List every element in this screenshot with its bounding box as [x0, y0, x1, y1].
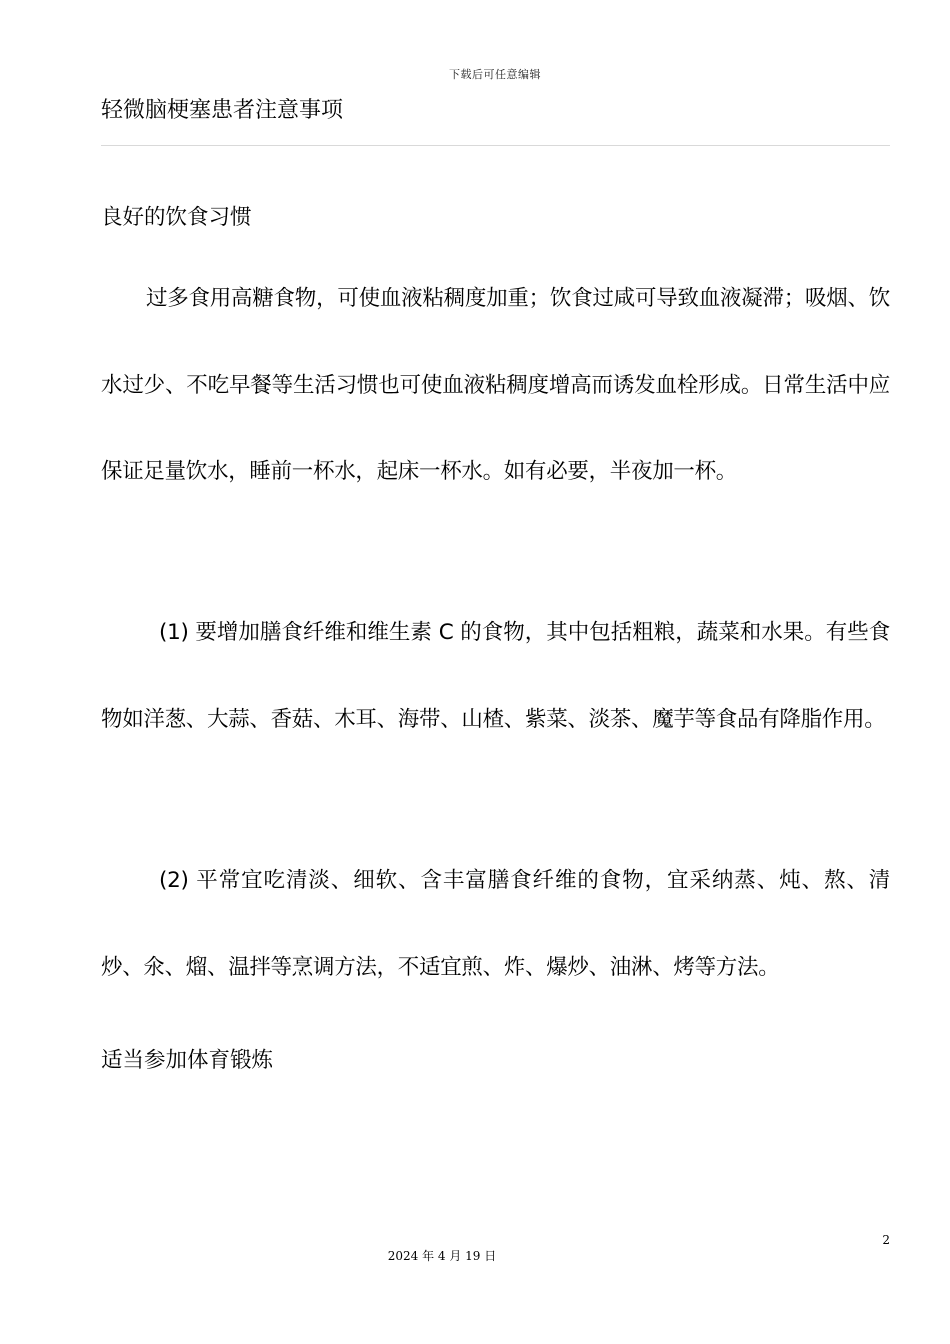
section-heading-exercise: 适当参加体育锻炼 [101, 1048, 274, 1073]
document-title: 轻微脑梗塞患者注意事项 [101, 98, 344, 123]
title-divider [101, 145, 890, 146]
paragraph-fiber-vitamin: (1) 要增加膳食纤维和维生素 C 的食物，其中包括粗粮，蔬菜和水果。有些食物如洋葱、大蒜、香菇、木耳、海带、山楂、紫菜、淡茶、魔芋等食品有降脂作用。 [101, 620, 890, 732]
paragraph-diet-intro: 过多食用高糖食物，可使血液粘稠度加重；饮食过咸可导致血液凝滞；吸烟、饮水过少、不吃早餐等生活习惯也可使血液粘稠度增高而诱发血栓形成。日常生活中应保证足量饮水，睡前一杯水，起床一杯水。如有必要，半夜加一杯。 [101, 286, 890, 484]
page-number: 2 [882, 1233, 890, 1247]
paragraph-cooking-methods: (2) 平常宜吃清淡、细软、含丰富膳食纤维的食物，宜采纳蒸、炖、熬、清炒、氽、熘、温拌等烹调方法，不适宜煎、炸、爆炒、油淋、烤等方法。 [101, 868, 890, 980]
header-watermark: 下载后可任意编辑 [449, 68, 541, 81]
section-heading-diet: 良好的饮食习惯 [101, 205, 252, 230]
footer-date: 2024 年 4 月 19 日 [387, 1249, 497, 1263]
